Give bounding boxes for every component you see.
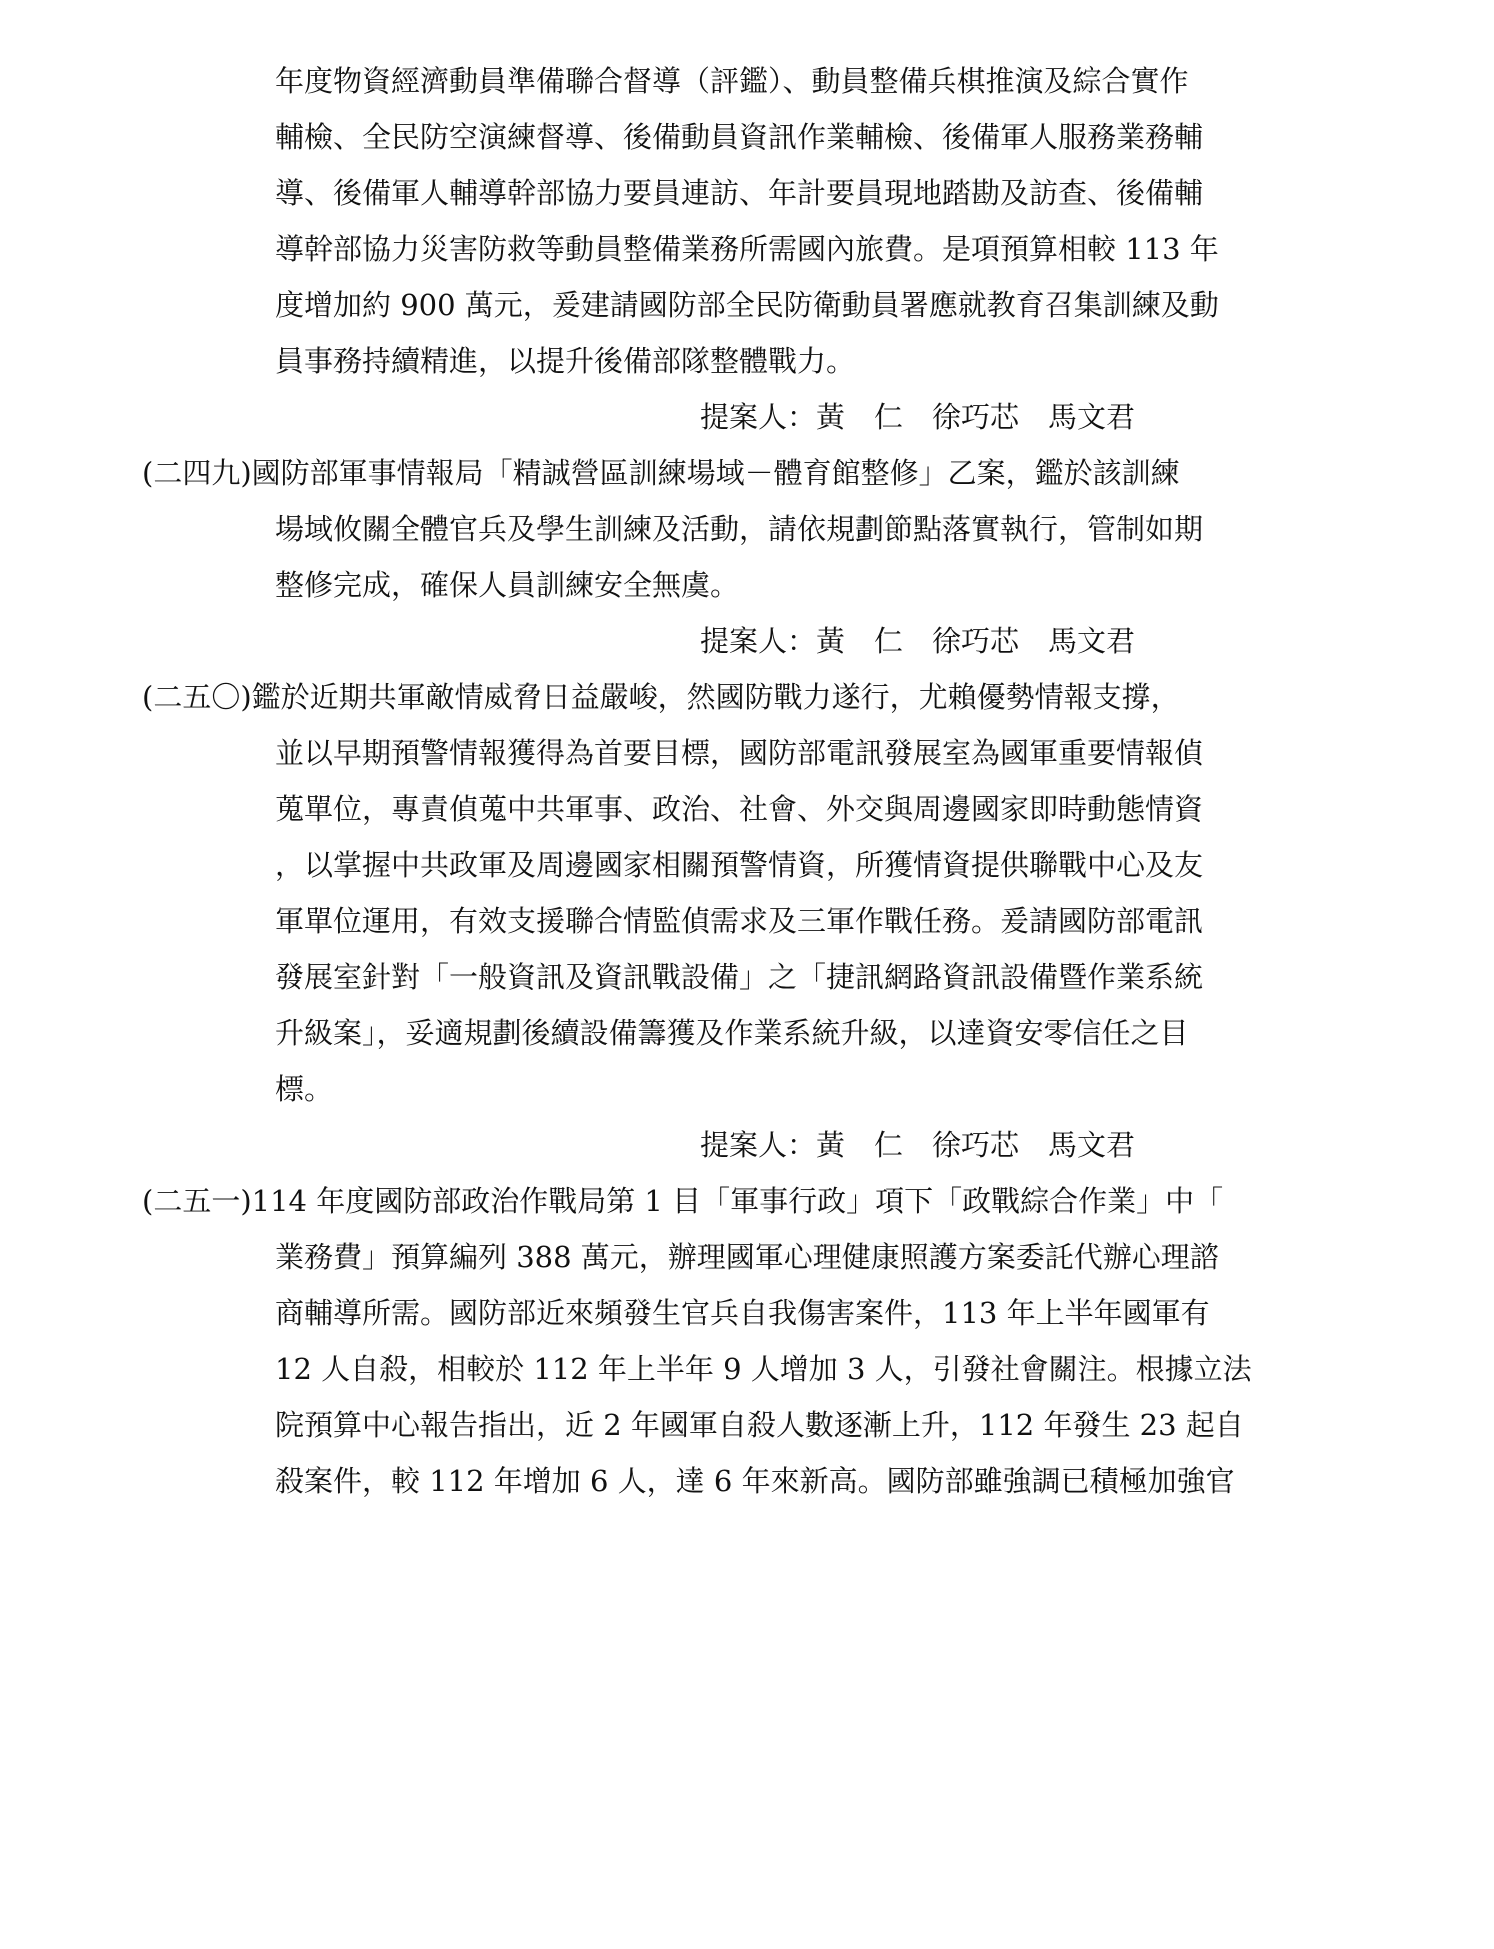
item-251-first-line: (二五一)114 年度國防部政治作戰局第 1 目「軍事行政」項下「政戰綜合作業」中「 [142, 1184, 1224, 1218]
paragraph-line: 度增加約 900 萬元，爰建請國防部全民防衛動員署應就教育召集訓練及動 [275, 288, 1219, 322]
paragraph-line: 整修完成，確保人員訓練安全無虞。 [275, 568, 740, 602]
paragraph-line: 12 人自殺，相較於 112 年上半年 9 人增加 3 人，引發社會關注。根據立法 [275, 1352, 1252, 1386]
paragraph-line: 輔檢、全民防空演練督導、後備動員資訊作業輔檢、後備軍人服務業務輔 [275, 120, 1204, 154]
paragraph-line: 年度物資經濟動員準備聯合督導（評鑑）、動員整備兵棋推演及綜合實作 [275, 64, 1189, 98]
paragraph-line: 導幹部協力災害防救等動員整備業務所需國內旅費。是項預算相較 113 年 [275, 232, 1219, 266]
proposer-line: 提案人：黃 仁 徐巧芯 馬文君 [700, 1128, 1136, 1162]
item-249-first-line: (二四九)國防部軍事情報局「精誠營區訓練場域－體育館整修」乙案，鑑於該訓練 [142, 456, 1180, 490]
paragraph-line: 場域攸關全體官兵及學生訓練及活動，請依規劃節點落實執行，管制如期 [275, 512, 1204, 546]
paragraph-line: 商輔導所需。國防部近來頻發生官兵自我傷害案件，113 年上半年國軍有 [275, 1296, 1210, 1330]
paragraph-line: 業務費」預算編列 388 萬元，辦理國軍心理健康照護方案委託代辦心理諮 [275, 1240, 1219, 1274]
paragraph-line: 發展室針對「一般資訊及資訊戰設備」之「捷訊網路資訊設備暨作業系統 [275, 960, 1204, 994]
paragraph-line: 殺案件，較 112 年增加 6 人，達 6 年來新高。國防部雖強調已積極加強官 [275, 1464, 1235, 1498]
paragraph-line: 蒐單位，專責偵蒐中共軍事、政治、社會、外交與周邊國家即時動態情資 [275, 792, 1204, 826]
paragraph-line: ，以掌握中共政軍及周邊國家相關預警情資，所獲情資提供聯戰中心及友 [275, 848, 1204, 882]
item-250-first-line: (二五〇)鑑於近期共軍敵情威脅日益嚴峻，然國防戰力遂行，尤賴優勢情報支撐， [142, 680, 1180, 714]
paragraph-line: 員事務持續精進，以提升後備部隊整體戰力。 [275, 344, 856, 378]
proposer-line: 提案人：黃 仁 徐巧芯 馬文君 [700, 624, 1136, 658]
proposer-line: 提案人：黃 仁 徐巧芯 馬文君 [700, 400, 1136, 434]
paragraph-line: 院預算中心報告指出，近 2 年國軍自殺人數逐漸上升，112 年發生 23 起自 [275, 1408, 1244, 1442]
paragraph-line: 軍單位運用，有效支援聯合情監偵需求及三軍作戰任務。爰請國防部電訊 [275, 904, 1204, 938]
paragraph-line: 升級案」，妥適規劃後續設備籌獲及作業系統升級，以達資安零信任之目 [275, 1016, 1189, 1050]
paragraph-line: 並以早期預警情報獲得為首要目標，國防部電訊發展室為國軍重要情報偵 [275, 736, 1204, 770]
paragraph-line: 標。 [275, 1072, 334, 1106]
paragraph-line: 導、後備軍人輔導幹部協力要員連訪、年計要員現地踏勘及訪查、後備輔 [275, 176, 1204, 210]
